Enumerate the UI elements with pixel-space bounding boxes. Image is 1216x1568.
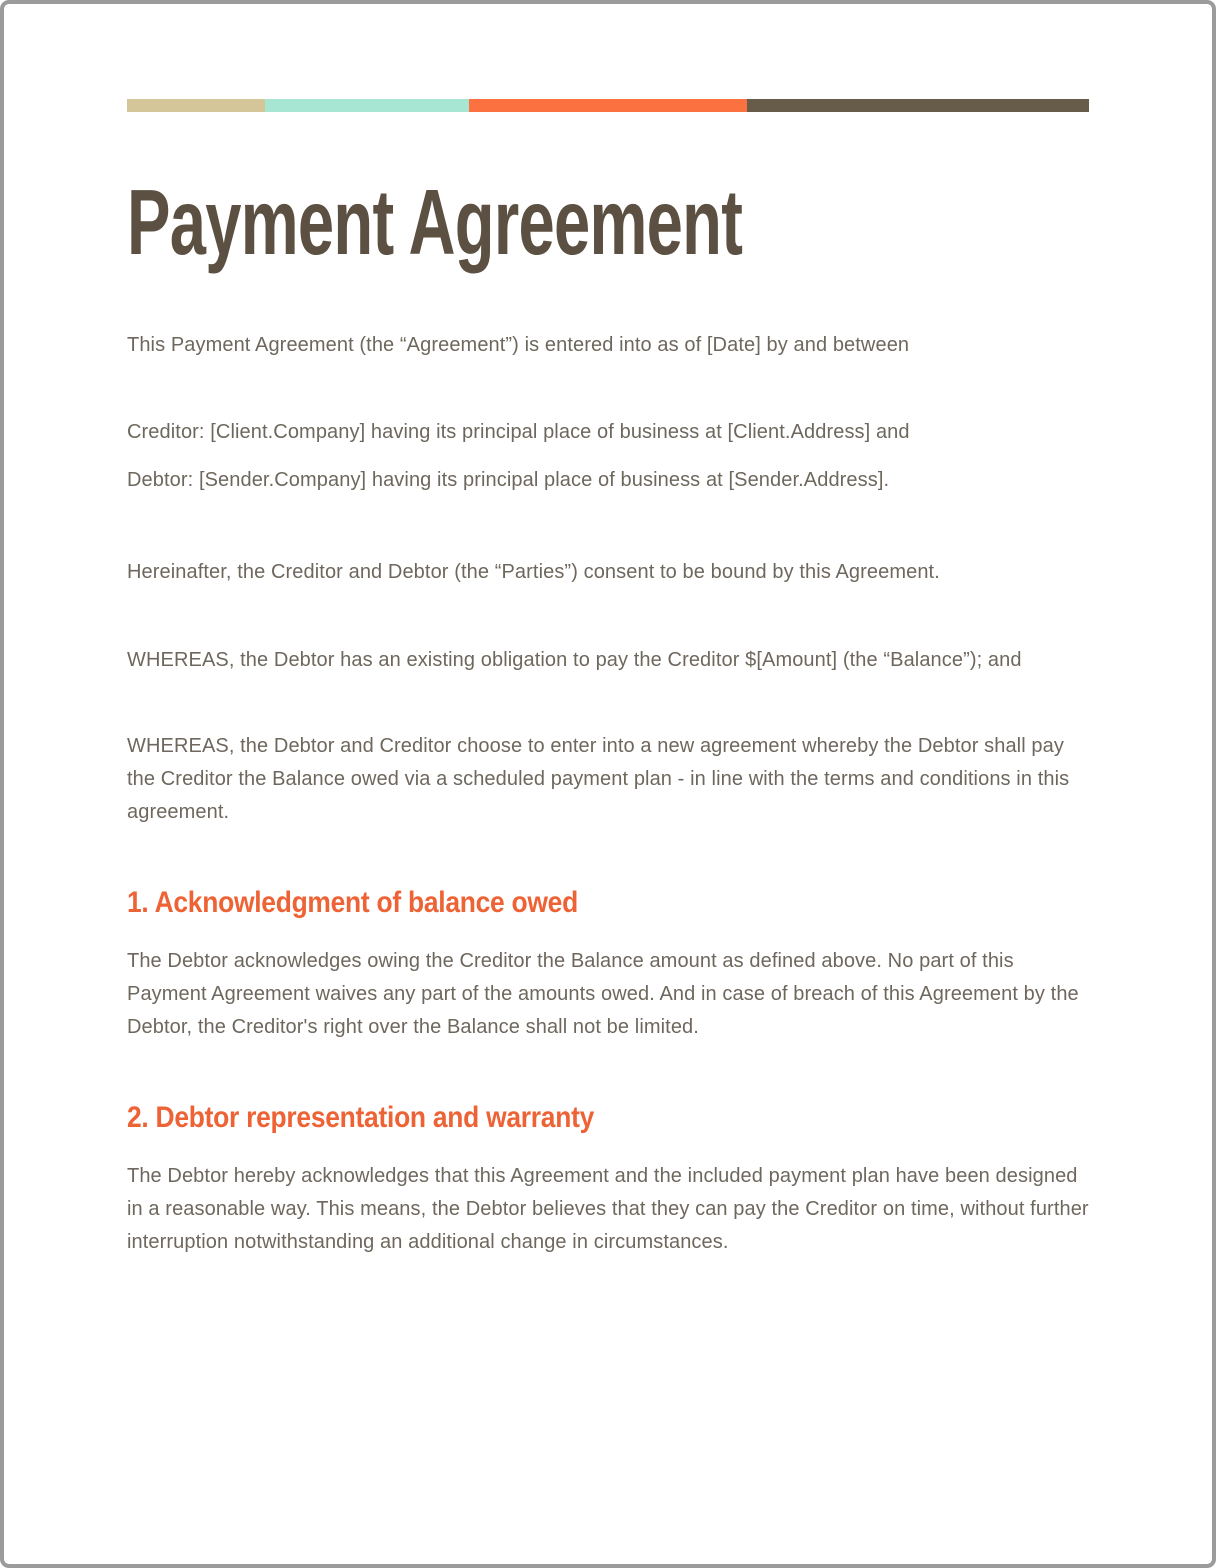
accent-bar-segment-brown [747, 99, 1089, 112]
section-2-heading-text: 2. Debtor representation and warranty [127, 1101, 595, 1134]
accent-bar [127, 99, 1089, 112]
accent-bar-segment-orange [469, 99, 747, 112]
intro-paragraph-1: This Payment Agreement (the “Agreement”) is entered into as of [Date] by and between [127, 334, 910, 356]
section-1-heading [127, 885, 1089, 921]
section-1-body: The Debtor acknowledges owing the Creditor the Balance amount as defined above. No part of this Payment Agreement waives any part of the amounts owed. And in case of breach of this Agreement by the Debtor, the Creditor's right over the Balance shall not be limited. [127, 950, 1079, 1038]
document-title [127, 170, 1089, 274]
intro-paragraph-consent: Hereinafter, the Creditor and Debtor (the “Parties”) consent to be bound by this Agreement. [127, 561, 940, 583]
creditor-line: Creditor: [Client.Company] having its principal place of business at [Client.Address] and [127, 421, 910, 443]
section-2-heading [127, 1100, 1089, 1136]
section-1-heading-text: 1. Acknowledgment of balance owed [127, 886, 578, 919]
whereas-balance-paragraph: WHEREAS, the Debtor has an existing obligation to pay the Creditor $[Amount] (the “Balance”); and [127, 649, 1022, 671]
section-2-body: The Debtor hereby acknowledges that this Agreement and the included payment plan have been designed in a reasonable way. This means, the Debtor believes that they can pay the Creditor on time, without further interruption notwithstanding an additional change in circumstances. [127, 1165, 1089, 1253]
document-content [4, 99, 1212, 1259]
accent-bar-segment-teal [265, 99, 470, 112]
whereas-plan-paragraph: WHEREAS, the Debtor and Creditor choose to enter into a new agreement whereby the Debtor shall pay the Creditor the Balance owed via a scheduled payment plan - in line with the terms and conditions in this agreement. [127, 735, 1070, 823]
parties-block [127, 416, 1089, 497]
accent-bar-segment-tan [127, 99, 265, 112]
debtor-line: Debtor: [Sender.Company] having its principal place of business at [Sender.Address]. [127, 469, 890, 491]
document-title-text: Payment Agreement [127, 170, 743, 274]
